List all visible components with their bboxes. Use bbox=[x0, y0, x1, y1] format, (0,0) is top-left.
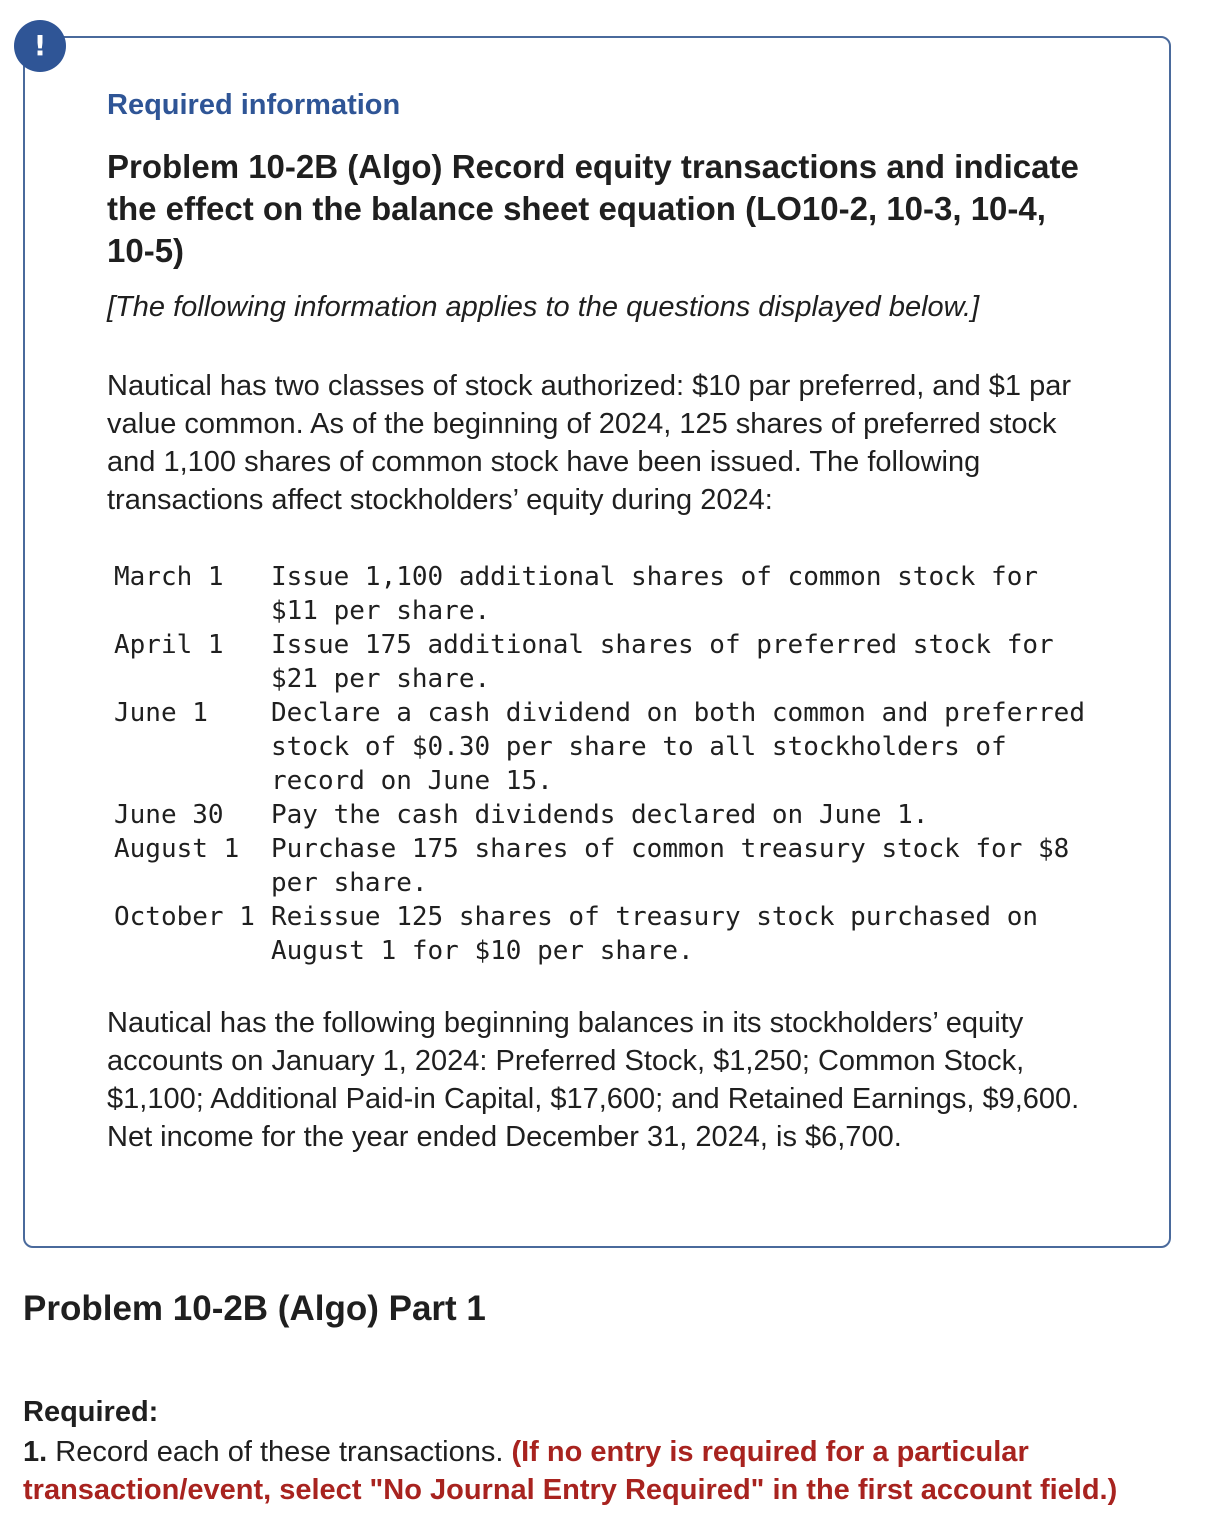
balances-paragraph: Nautical has the following beginning balances in its stockholders’ equity accounts on January 1, 2024: Preferred Stock, $1,250; Common Stock, $1,100; Additional Paid-in Capital, $17,600; and Retained Earnings, $9,600. Net income for the year ended December 31, 2024, is $6,700. bbox=[107, 1007, 1080, 1153]
transaction-row bbox=[114, 798, 1114, 832]
transaction-description: Pay the cash dividends declared on June 1. bbox=[271, 800, 929, 830]
transaction-date: March 1 bbox=[114, 562, 224, 592]
transaction-description: Issue 175 additional shares of preferred stock for $21 per share. bbox=[271, 630, 1054, 694]
transaction-date: June 30 bbox=[114, 800, 224, 830]
requirement-number: 1. bbox=[23, 1436, 48, 1468]
transaction-row bbox=[114, 560, 1114, 628]
required-instruction bbox=[23, 1433, 1193, 1509]
transaction-date: April 1 bbox=[114, 630, 224, 660]
transaction-description: Declare a cash dividend on both common and preferred stock of $0.30 per share to all stockholders of record on June 15. bbox=[271, 698, 1085, 796]
requirement-note: (If no entry is required for a particular transaction/event, select "No Journal Entry Required" in the first account field.) bbox=[23, 1436, 1118, 1506]
transaction-row bbox=[114, 832, 1114, 900]
transaction-row bbox=[114, 900, 1114, 968]
part-title: Problem 10-2B (Algo) Part 1 bbox=[23, 1289, 486, 1328]
exclamation-icon: ! bbox=[14, 20, 66, 72]
transaction-description: Reissue 125 shares of treasury stock purchased on August 1 for $10 per share. bbox=[271, 902, 1039, 966]
transaction-row bbox=[114, 696, 1114, 798]
requirement-text: Record each of these transactions. bbox=[47, 1436, 512, 1468]
required-information-heading: Required information bbox=[107, 89, 401, 121]
transaction-date: October 1 bbox=[114, 902, 255, 932]
required-label: Required: bbox=[23, 1396, 159, 1428]
transaction-date: June 1 bbox=[114, 698, 208, 728]
transaction-date: August 1 bbox=[114, 834, 240, 864]
problem-title: Problem 10-2B (Algo) Record equity transactions and indicate the effect on the balance sheet equation (LO10-2, 10-3, 10-4, 10-5) bbox=[107, 148, 1079, 269]
transaction-description: Issue 1,100 additional shares of common stock for $11 per share. bbox=[271, 562, 1039, 626]
transactions-list bbox=[114, 560, 1114, 968]
transaction-row bbox=[114, 628, 1114, 696]
info-note: [The following information applies to the questions displayed below.] bbox=[107, 291, 980, 323]
intro-paragraph: Nautical has two classes of stock authorized: $10 par preferred, and $1 par value common. As of the beginning of 2024, 125 shares of preferred stock and 1,100 shares of common stock have been issued. The following transactions affect stockholders’ equity during 2024: bbox=[107, 370, 1071, 516]
transaction-description: Purchase 175 shares of common treasury stock for $8 per share. bbox=[271, 834, 1070, 898]
